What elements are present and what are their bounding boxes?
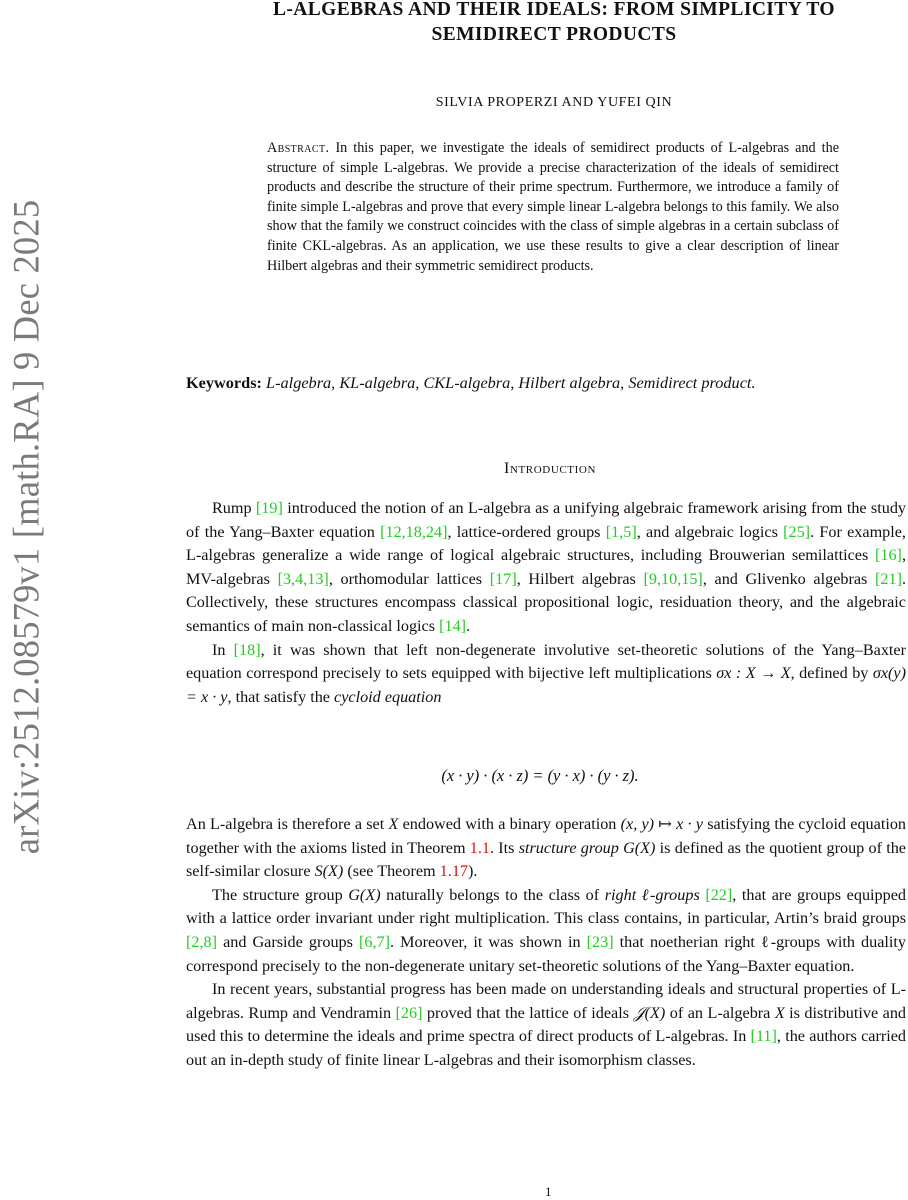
- text: In: [212, 640, 234, 659]
- text: ).: [468, 862, 478, 881]
- math-inline: σx : X → X: [716, 664, 791, 683]
- citation-link[interactable]: [2,8]: [186, 932, 218, 951]
- text: that noetherian right ℓ-groups with duality correspond precisely to the non-degenerate unitary set-theoretic solutions of the Yang–Baxter equation.: [186, 932, 907, 975]
- text: of an L-algebra: [665, 1003, 775, 1022]
- math-inline: S(X): [314, 862, 344, 881]
- page-number: 1: [545, 1184, 552, 1199]
- text: , the authors carried out an in-depth study of finite linear L-algebras and their isomorphism classes.: [186, 1027, 906, 1069]
- text: The structure group: [212, 885, 349, 904]
- text: . Moreover, it was shown in: [390, 932, 587, 951]
- citation-link[interactable]: [14]: [439, 616, 467, 635]
- abstract: [267, 139, 839, 276]
- citation-link[interactable]: [1,5]: [605, 522, 637, 541]
- text: , that are groups equipped with a lattice order invariant under right multiplication. This class contains, in particular, Artin’s braid groups: [186, 885, 906, 928]
- citation-link[interactable]: [22]: [705, 885, 733, 904]
- citation-link[interactable]: [26]: [395, 1003, 423, 1022]
- paragraph-2: [186, 639, 906, 710]
- text: and Garside groups: [217, 932, 359, 951]
- text: introduced the notion of an L-algebra as a unifying algebraic framework arising from the study of the Yang–Baxter equation: [186, 499, 907, 541]
- cycloid-equation: (x · y) · (x · z) = (y · x) · (y · z).: [441, 766, 639, 785]
- keywords-label: Keywords:: [186, 373, 262, 392]
- abstract-text: In this paper, we investigate the ideals of semidirect products of L-algebras and the structure of simple L-algebras. We provide a precise characterization of the ideals of semidirect products and describe the structure of their prime spectrum. Furthermore, we introduce a family of finite simple L-algebras and prove that every simple linear L-algebra belongs to this family. We also show that the family we construct coincides with the class of simple algebras in a certain subclass of finite CKL-algebras. As an application, we use these results to give a clear description of linear Hilbert algebras and their symmetric semidirect products.: [267, 140, 840, 274]
- emphasis: structure group: [518, 838, 619, 857]
- text: endowed with a binary operation: [398, 815, 621, 833]
- text: (see Theorem: [343, 862, 440, 881]
- math-inline: 𝒥(X): [633, 1003, 666, 1022]
- paper-title: [200, 0, 908, 47]
- emphasis: cycloid equation: [334, 687, 442, 706]
- citation-link[interactable]: [18]: [233, 640, 261, 659]
- math-inline: G(X): [618, 838, 656, 857]
- abstract-label: Abstract.: [267, 140, 330, 156]
- text: , defined by: [790, 664, 873, 683]
- text: , and algebraic logics: [636, 522, 784, 541]
- math-inline: G(X): [348, 885, 381, 904]
- text: is distributive and used this to determine the ideals and prime spectra of direct products of L-algebras. In: [186, 1003, 907, 1046]
- section-heading-introduction: Introduction: [504, 460, 596, 477]
- text: , it was shown that left non-degenerate involutive set-theoretic solutions of the Yang–Baxter equation correspond precisely to sets equipped with bijective left multiplications: [186, 640, 906, 683]
- text: naturally belongs to the class of: [380, 885, 605, 904]
- arxiv-sidebar: [0, 0, 48, 1200]
- text: .: [466, 616, 471, 635]
- text: , and Glivenko algebras: [702, 569, 875, 588]
- theorem-link[interactable]: 1.17: [439, 862, 468, 881]
- citation-link[interactable]: [12,18,24]: [380, 522, 448, 541]
- text: satisfying the cycloid equation together with the axioms listed in Theorem: [186, 815, 907, 857]
- citation-link[interactable]: [9,10,15]: [643, 569, 703, 588]
- title-line-1: L-ALGEBRAS AND THEIR IDEALS: FROM SIMPLICITY TO: [272, 0, 836, 20]
- text: , that satisfy the: [227, 687, 335, 706]
- citation-link[interactable]: [23]: [586, 932, 614, 951]
- text: , orthomodular lattices: [328, 569, 490, 588]
- intro-block-1: [186, 497, 906, 709]
- emphasis: right ℓ-groups: [604, 885, 700, 904]
- authors: SILVIA PROPERZI AND YUFEI QIN: [435, 95, 673, 110]
- title-line-2: SEMIDIRECT PRODUCTS: [431, 24, 677, 45]
- paragraph-4: [186, 884, 906, 978]
- paragraph-5: [186, 978, 906, 1072]
- citation-link[interactable]: [17]: [489, 569, 517, 588]
- text: , Hilbert algebras: [516, 569, 644, 588]
- arxiv-stamp: arXiv:2512.08579v1 [math.RA] 9 Dec 2025: [5, 199, 47, 855]
- citation-link[interactable]: [16]: [874, 546, 902, 565]
- theorem-link[interactable]: 1.1: [469, 838, 490, 857]
- text: . Its: [490, 838, 519, 857]
- citation-link[interactable]: [3,4,13]: [277, 569, 329, 588]
- citation-link[interactable]: [25]: [783, 522, 811, 541]
- math-inline: X: [774, 1003, 785, 1022]
- keywords: [186, 371, 904, 395]
- citation-link[interactable]: [6,7]: [359, 932, 391, 951]
- math-inline: (x, y) ↦ x · y: [620, 815, 703, 833]
- text: In recent years, substantial progress has been made on understanding ideals and structural properties of L-algebras. Rump and Vendramin: [186, 980, 906, 1022]
- keywords-text: L-algebra, KL-algebra, CKL-algebra, Hilbert algebra, Semidirect product.: [266, 373, 756, 392]
- paragraph-1: [186, 497, 906, 639]
- text: , MV-algebras: [186, 546, 906, 588]
- text: Rump: [212, 499, 256, 517]
- paragraph-3: [186, 813, 906, 884]
- intro-block-2: [186, 813, 906, 1073]
- citation-link[interactable]: [19]: [255, 499, 283, 517]
- math-inline: σx(y) = x · y: [186, 664, 906, 706]
- text: An L-algebra is therefore a set: [186, 815, 389, 833]
- citation-link[interactable]: [21]: [875, 569, 902, 588]
- text: proved that the lattice of ideals: [422, 1003, 634, 1022]
- text: . For example, L-algebras generalize a wide range of logical algebraic structures, including Brouwerian semilattices: [186, 522, 906, 565]
- citation-link[interactable]: [11]: [750, 1027, 777, 1046]
- text: is defined as the quotient group of the self-similar closure: [186, 838, 906, 881]
- math-inline: X: [388, 815, 399, 833]
- text: , lattice-ordered groups: [447, 522, 606, 541]
- text: . Collectively, these structures encompass classical propositional logic, residuation theory, and the algebraic semantics of main non-classical logics: [186, 569, 907, 635]
